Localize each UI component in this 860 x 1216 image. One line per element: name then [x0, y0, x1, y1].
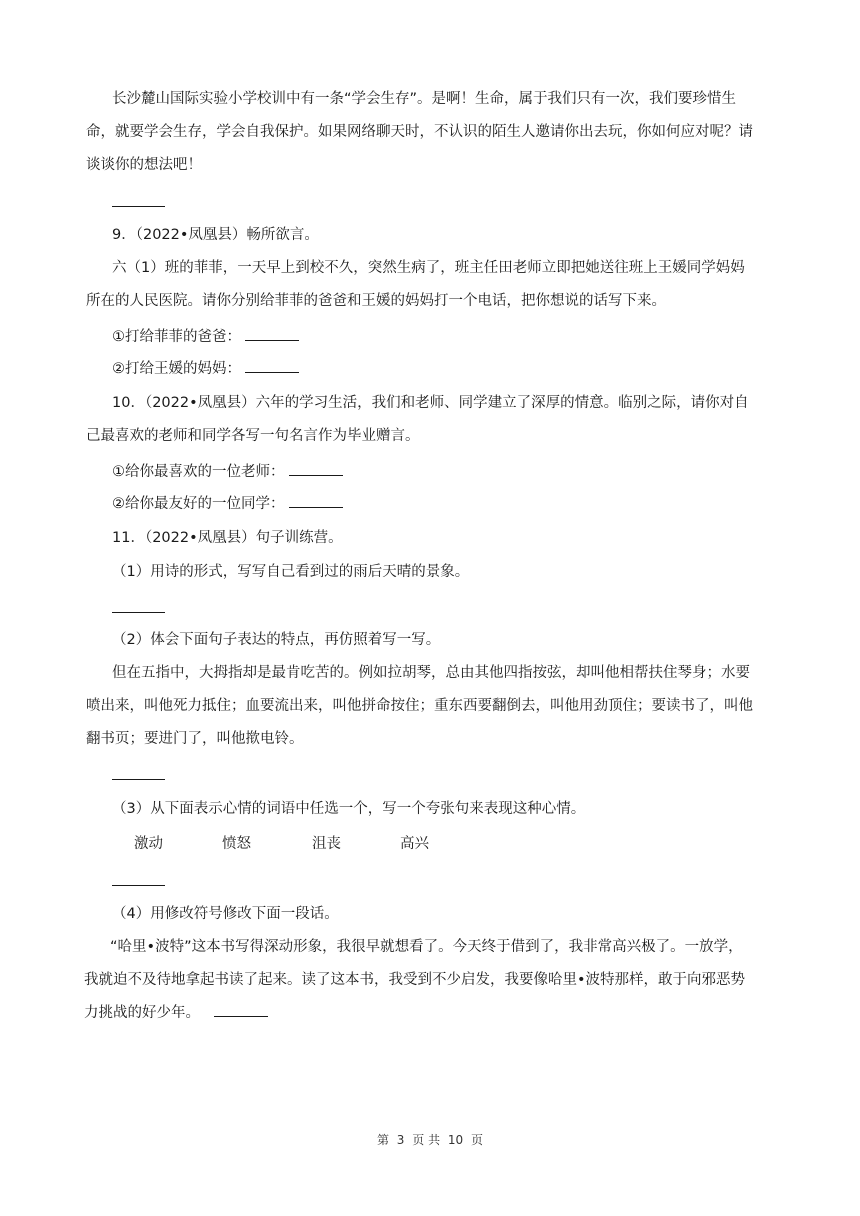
page-number: 3 — [396, 1133, 405, 1147]
mood-word: 沮丧 — [312, 836, 341, 852]
question-9-line: 六（1）班的菲菲，一天早上到校不久，突然生病了，班主任田老师立即把她送往班上王媛同学妈妈 — [112, 260, 745, 276]
question-11-sub-2-passage — [86, 657, 782, 756]
mood-word: 高兴 — [400, 836, 429, 852]
answer-blank[interactable] — [112, 885, 165, 886]
question-10-item-2 — [112, 488, 782, 521]
question-10-line: 己最喜欢的老师和同学各写一句名言作为毕业赠言。 — [86, 428, 420, 444]
question-10-item-2-label: ②给你最友好的一位同学： — [112, 496, 285, 512]
footer-middle: 页 共 — [412, 1133, 441, 1147]
total-pages: 10 — [447, 1133, 464, 1147]
answer-blank[interactable] — [289, 474, 343, 476]
intro-line: 谈谈你的想法吧！ — [86, 157, 202, 173]
question-9-item-2 — [112, 353, 782, 386]
question-9-item-1 — [112, 321, 782, 354]
passage-line: 翻书页；要进门了，叫他揿电铃。 — [86, 731, 304, 747]
question-9-item-2-label: ②打给王媛的妈妈： — [112, 361, 241, 377]
answer-blank[interactable] — [112, 612, 165, 613]
question-9-line: 所在的人民医院。请你分别给菲菲的爸爸和王媛的妈妈打一个电话，把你想说的话写下来。 — [86, 293, 666, 309]
question-9-body — [86, 252, 782, 318]
footer-prefix: 第 — [376, 1133, 389, 1147]
question-10-item-1 — [112, 456, 782, 489]
intro-paragraph — [86, 83, 780, 182]
question-11-sub-2: （2）体会下面句子表达的特点，再仿照着写一写。 — [112, 632, 441, 648]
answer-blank[interactable] — [245, 339, 299, 341]
answer-blank[interactable] — [214, 1015, 268, 1017]
question-11-sub-4: （4）用修改符号修改下面一段话。 — [112, 906, 339, 922]
footer-suffix: 页 — [471, 1133, 484, 1147]
passage-line: 但在五指中，大拇指却是最肯吃苦的。例如拉胡琴，总由其他四指按弦，却叫他相帮扶住琴身；水要 — [112, 665, 750, 681]
answer-blank[interactable] — [112, 206, 165, 207]
intro-line: 命，就要学会生存，学会自我保护。如果网络聊天时，不认识的陌生人邀请你出去玩，你如何应对呢？请 — [86, 124, 753, 140]
question-11-title: 11．（2022•凤凰县）句子训练营。 — [112, 530, 343, 546]
passage-line: 喷出来，叫他死力抵住；血要流出来，叫他拼命按住；重东西要翻倒去，叫他用劲顶住；要读书了，叫他 — [86, 698, 753, 714]
passage-line: “哈里•波特”这本书写得深动形象，我很早就想看了。今天终于借到了，我非常高兴极了。一放学， — [110, 939, 743, 955]
question-10-line: 10．（2022•凤凰县）六年的学习生活，我们和老师、同学建立了深厚的情意。临别之际，请你对自 — [112, 395, 749, 411]
mood-word: 激动 — [134, 836, 163, 852]
answer-blank[interactable] — [245, 371, 299, 373]
question-10 — [86, 387, 784, 453]
question-9-title: 9．（2022•凤凰县）畅所欲言。 — [112, 227, 319, 243]
passage-line — [84, 997, 784, 1030]
answer-blank[interactable] — [112, 779, 165, 780]
question-9-item-1-label: ①打给菲菲的爸爸： — [112, 329, 241, 345]
page-footer — [0, 1131, 860, 1148]
intro-line: 长沙麓山国际实验小学校训中有一条“学会生存”。是啊！生命，属于我们只有一次，我们要珍惜生 — [112, 91, 737, 107]
mood-word: 愤怒 — [222, 836, 251, 852]
passage-line-text: 力挑战的好少年。 — [84, 1005, 200, 1021]
question-11-sub-3: （3）从下面表示心情的词语中任选一个，写一个夸张句来表现这种心情。 — [112, 801, 586, 817]
answer-blank[interactable] — [289, 506, 343, 508]
question-11-sub-4-passage — [84, 931, 784, 1030]
question-10-item-1-label: ①给你最喜欢的一位老师： — [112, 464, 285, 480]
passage-line: 我就迫不及待地拿起书读了起来。读了这本书，我受到不少启发，我要像哈里•波特那样，敢于向邪恶势 — [84, 972, 746, 988]
question-11-sub-1: （1）用诗的形式，写写自己看到过的雨后天晴的景象。 — [112, 564, 470, 580]
